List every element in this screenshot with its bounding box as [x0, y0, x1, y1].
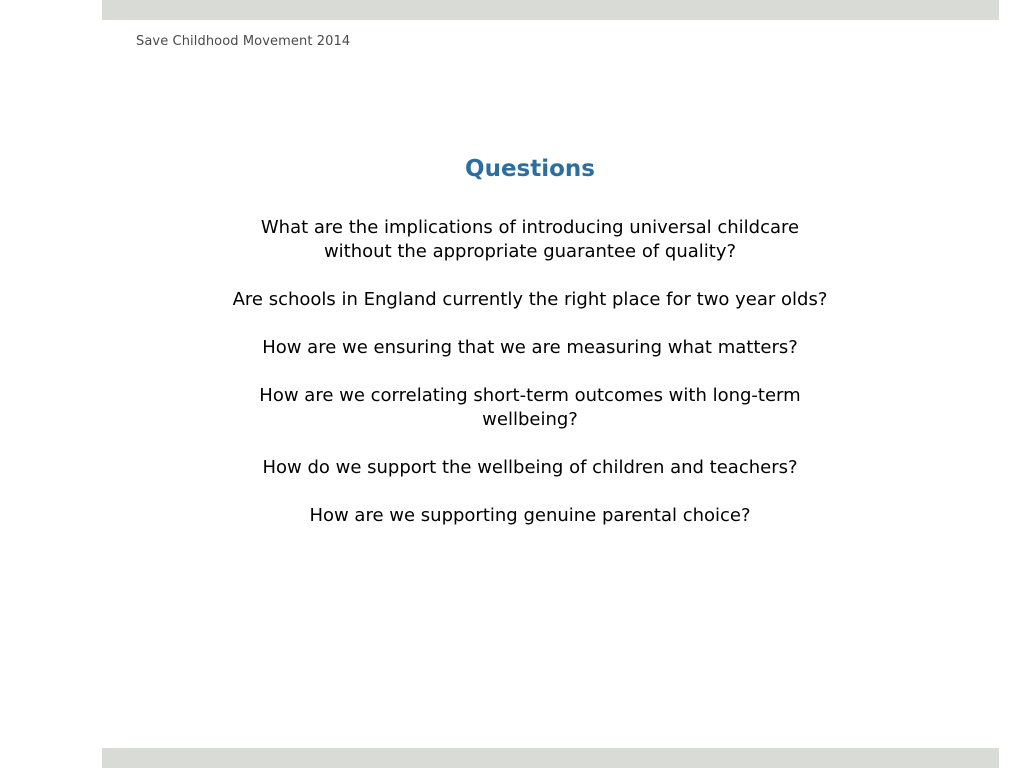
- question-item: [180, 504, 880, 528]
- question-item: [180, 336, 880, 360]
- question-item: [180, 216, 880, 264]
- question-line: How are we supporting genuine parental choice?: [309, 505, 751, 526]
- organization-label: Save Childhood Movement 2014: [136, 34, 351, 49]
- question-line: wellbeing?: [482, 409, 578, 430]
- question-item: [180, 384, 880, 432]
- question-line: How are we ensuring that we are measuring what matters?: [262, 337, 798, 358]
- top-decorative-bar: [102, 0, 999, 20]
- question-line: How do we support the wellbeing of children and teachers?: [262, 457, 798, 478]
- slide-title: Questions: [465, 156, 595, 182]
- question-line: Are schools in England currently the right place for two year olds?: [232, 289, 828, 310]
- question-line: What are the implications of introducing universal childcare: [260, 217, 800, 238]
- question-item: [180, 288, 880, 312]
- questions-list: [180, 216, 880, 552]
- question-line: How are we correlating short-term outcomes with long-term: [259, 385, 801, 406]
- question-item: [180, 456, 880, 480]
- question-line: without the appropriate guarantee of quality?: [323, 241, 737, 262]
- bottom-decorative-bar: [102, 748, 999, 768]
